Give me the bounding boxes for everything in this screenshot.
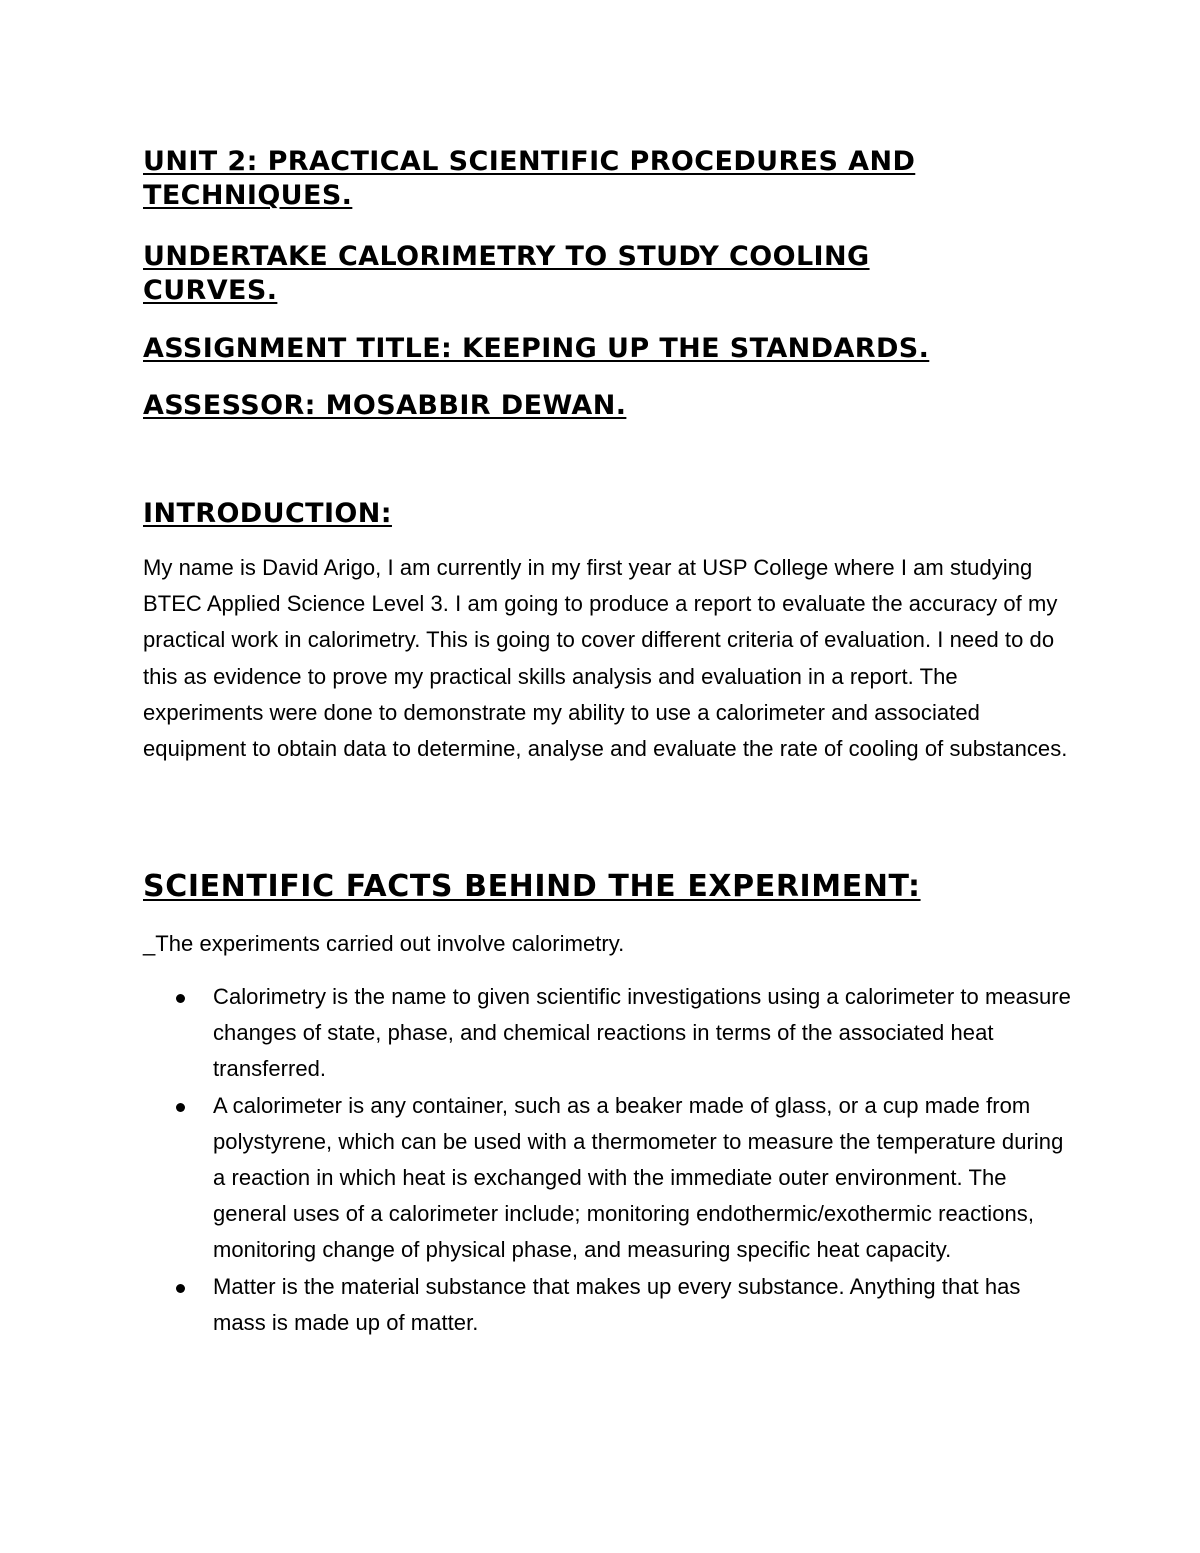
introduction-heading: INTRODUCTION: xyxy=(143,498,392,529)
bullet-text: A calorimeter is any container, such as a beaker made of glass, or a cup made from polystyrene, which can be used with a thermometer to measure the temperature during a reaction in which heat is exchanged with the immediate outer environment. The general uses of a calorimeter include; monitoring endothermic/exothermic reactions, monitoring change of physical phase, and measuring specific heat capacity. xyxy=(213,1092,1064,1263)
bullet-icon xyxy=(176,1284,185,1293)
list-item xyxy=(143,979,1073,1088)
bullet-text: Matter is the material substance that makes up every substance. Anything that has mass is made up of matter. xyxy=(213,1273,1021,1335)
introduction-paragraph: My name is David Arigo, I am currently in my first year at USP College where I am studying BTEC Applied Science Level 3. I am going to produce a report to evaluate the accuracy of my practical work in calorimetry. This is going to cover different criteria of evaluation. I need to do this as evidence to prove my practical skills analysis and evaluation in a report. The experiments were done to demonstrate my ability to use a calorimeter and associated equipment to obtain data to determine, analyse and evaluate the rate of cooling of substances. xyxy=(143,555,1068,762)
unit-heading: UNIT 2: PRACTICAL SCIENTIFIC PROCEDURES AND TECHNIQUES. xyxy=(143,146,916,211)
assignment-title-heading: ASSIGNMENT TITLE: KEEPING UP THE STANDARDS. xyxy=(143,333,930,364)
facts-lead-sentence: _The experiments carried out involve calorimetry. xyxy=(143,931,625,956)
undertake-heading: UNDERTAKE CALORIMETRY TO STUDY COOLING CURVES. xyxy=(143,241,870,306)
facts-bullet-list xyxy=(143,979,1073,1341)
bullet-text: Calorimetry is the name to given scientific investigations using a calorimeter to measure changes of state, phase, and chemical reactions in terms of the associated heat transferred. xyxy=(213,984,1071,1082)
bullet-icon xyxy=(176,1103,185,1112)
assessor-heading: ASSESSOR: MOSABBIR DEWAN. xyxy=(143,390,627,421)
scientific-facts-heading: SCIENTIFIC FACTS BEHIND THE EXPERIMENT: xyxy=(143,869,921,904)
list-item xyxy=(143,1088,1073,1269)
bullet-icon xyxy=(176,994,185,1003)
list-item xyxy=(143,1269,1073,1341)
